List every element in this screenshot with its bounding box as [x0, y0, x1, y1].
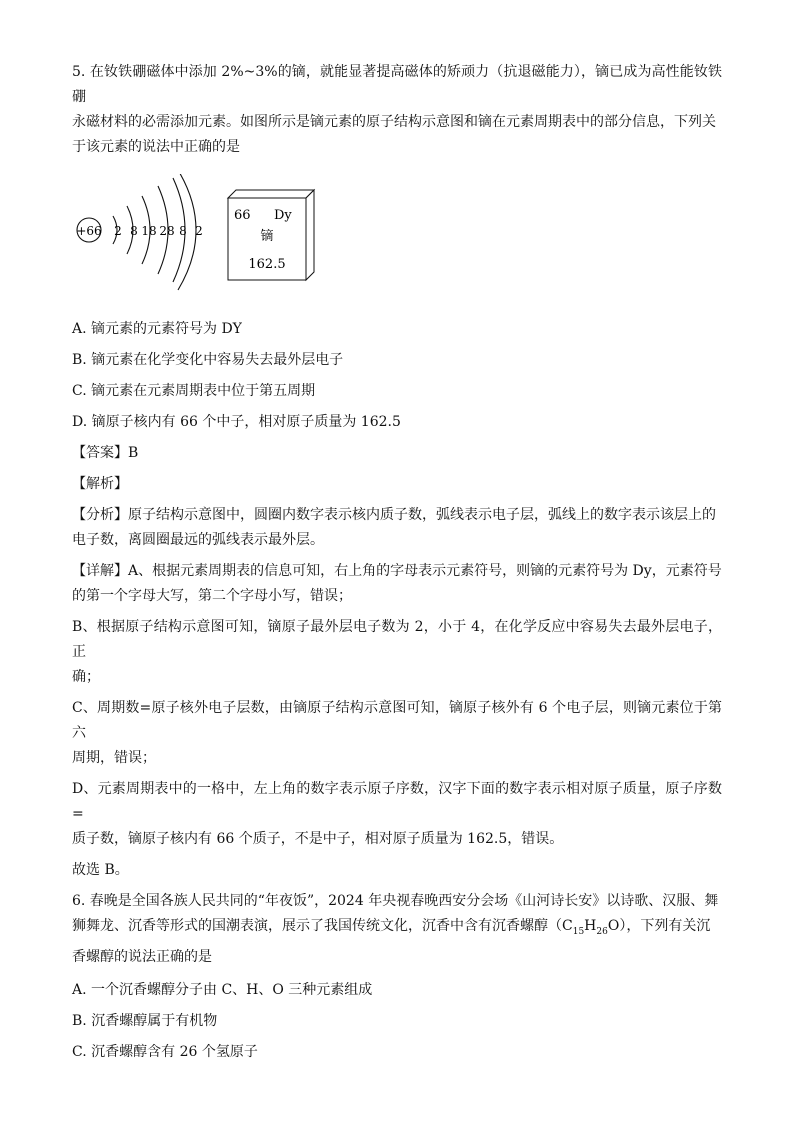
- nucleus-label: +66: [76, 224, 102, 238]
- cell-top-face: [228, 190, 314, 198]
- q5-fenxi: [72, 503, 722, 553]
- shell-count-6: 2: [195, 224, 203, 238]
- q5-analysis-heading: 【解析】: [72, 476, 128, 492]
- q5-xiangjie-d: [72, 777, 722, 852]
- q5-stem-line1: 5. 在钕铁硼磁体中添加 2%~3%的镝，就能显著提高磁体的矫顽力（抗退磁能力），镝已成为高性能钕铁硼: [72, 64, 722, 105]
- shell-count-5: 8: [179, 224, 187, 238]
- q5-stem-line3: 于该元素的说法中正确的是: [72, 139, 240, 155]
- element-symbol: Dy: [274, 208, 292, 223]
- q6-option-c[interactable]: C. 沉香螺醇含有 26 个氢原子: [72, 1043, 258, 1060]
- q5-fenxi-line1: 【分析】原子结构示意图中，圆圈内数字表示核内质子数，弧线表示电子层，弧线上的数字表示该层上的: [72, 507, 716, 523]
- cell-side-face: [306, 190, 314, 280]
- q6-stem-line1: 6. 春晚是全国各族人民共同的“年夜饭”，2024 年央视春晚西安分会场《山河诗长安》以诗歌、汉服、舞: [72, 893, 719, 909]
- chemical-formula: [562, 918, 620, 937]
- q5-xiangjie-a-line2: 的第一个字母大写，第二个字母小写，错误；: [72, 588, 352, 604]
- q5-option-d[interactable]: D. 镝原子核内有 66 个中子，相对原子质量为 162.5: [72, 414, 401, 430]
- q5-option-a[interactable]: A. 镝元素的元素符号为 DY: [72, 321, 242, 337]
- q6-stem-line3: 香螺醇的说法正确的是: [72, 948, 212, 965]
- q5-xiangjie-b-line1: B、根据原子结构示意图可知，镝原子最外层电子数为 2，小于 4，在化学反应中容易失去最外层电子，正: [72, 619, 722, 660]
- q5-stem-line2: 永磁材料的必需添加元素。如图所示是镝元素的原子结构示意图和镝在元素周期表中的部分信息，下列关: [72, 114, 716, 130]
- formula-h: H: [584, 918, 597, 934]
- q5-xiangjie-b-line2: 确；: [72, 669, 100, 685]
- q5-xiangjie-a-line1: 【详解】A、根据元素周期表的信息可知，右上角的字母表示元素符号，则镝的元素符号为 Dy，元素符号: [72, 563, 722, 579]
- q6-stem-line2-pre: 狮舞龙、沉香等形式的国潮表演，展示了我国传统文化，沉香中含有沉香螺醇（: [72, 918, 562, 934]
- formula-c-sub: 15: [572, 926, 585, 937]
- question-6: [72, 889, 722, 1064]
- q5-xiangjie-c-line2: 周期，错误；: [72, 750, 156, 766]
- q5-xiangjie-d-line1: D、元素周期表中的一格中，左上角的数字表示原子序数，汉字下面的数字表示相对原子质量，原子序数=: [72, 781, 722, 822]
- shell-count-4: 28: [159, 224, 175, 238]
- periodic-table-cell: [226, 188, 316, 284]
- q6-option-b[interactable]: B. 沉香螺醇属于有机物: [72, 1012, 218, 1029]
- q5-fenxi-line2: 电子数，离圆圈最远的弧线表示最外层。: [72, 532, 324, 548]
- atomic-structure-diagram: [72, 174, 222, 309]
- formula-c: C: [562, 918, 573, 934]
- q5-xiangjie-c-line1: C、周期数=原子核外电子层数，由镝原子结构示意图可知，镝原子核外有 6 个电子层，则镝元素位于第六: [72, 700, 722, 741]
- q6-stem-line2-post: ），下列有关沉: [619, 918, 711, 934]
- document-page: [72, 60, 722, 1071]
- q5-figure: [72, 174, 722, 309]
- q5-xiangjie-b: [72, 615, 722, 690]
- q5-option-b[interactable]: B. 镝元素在化学变化中容易失去最外层电子: [72, 352, 344, 368]
- atomic-number: 66: [234, 208, 251, 223]
- q5-xiangjie-a: [72, 559, 722, 609]
- q5-xiangjie-c: [72, 696, 722, 771]
- q5-stem: [72, 60, 722, 160]
- shell-count-3: 18: [141, 224, 157, 238]
- shell-count-1: 2: [114, 224, 122, 238]
- formula-o: O: [607, 918, 620, 934]
- q5-option-c[interactable]: C. 镝元素在元素周期表中位于第五周期: [72, 383, 316, 399]
- shell-count-2: 8: [130, 224, 138, 238]
- q6-stem: [72, 889, 722, 970]
- element-name: 镝: [260, 229, 274, 244]
- formula-h-sub: 26: [596, 926, 608, 937]
- question-5: [72, 60, 722, 882]
- atomic-mass: 162.5: [248, 257, 286, 272]
- q5-conclusion: 故选 B。: [72, 862, 129, 878]
- q5-answer: 【答案】B: [72, 445, 139, 461]
- q5-xiangjie-d-line2: 质子数，镝原子核内有 66 个质子，不是中子，相对原子质量为 162.5，错误。: [72, 831, 564, 847]
- q6-option-a[interactable]: A. 一个沉香螺醇分子由 C、H、O 三种元素组成: [72, 981, 373, 998]
